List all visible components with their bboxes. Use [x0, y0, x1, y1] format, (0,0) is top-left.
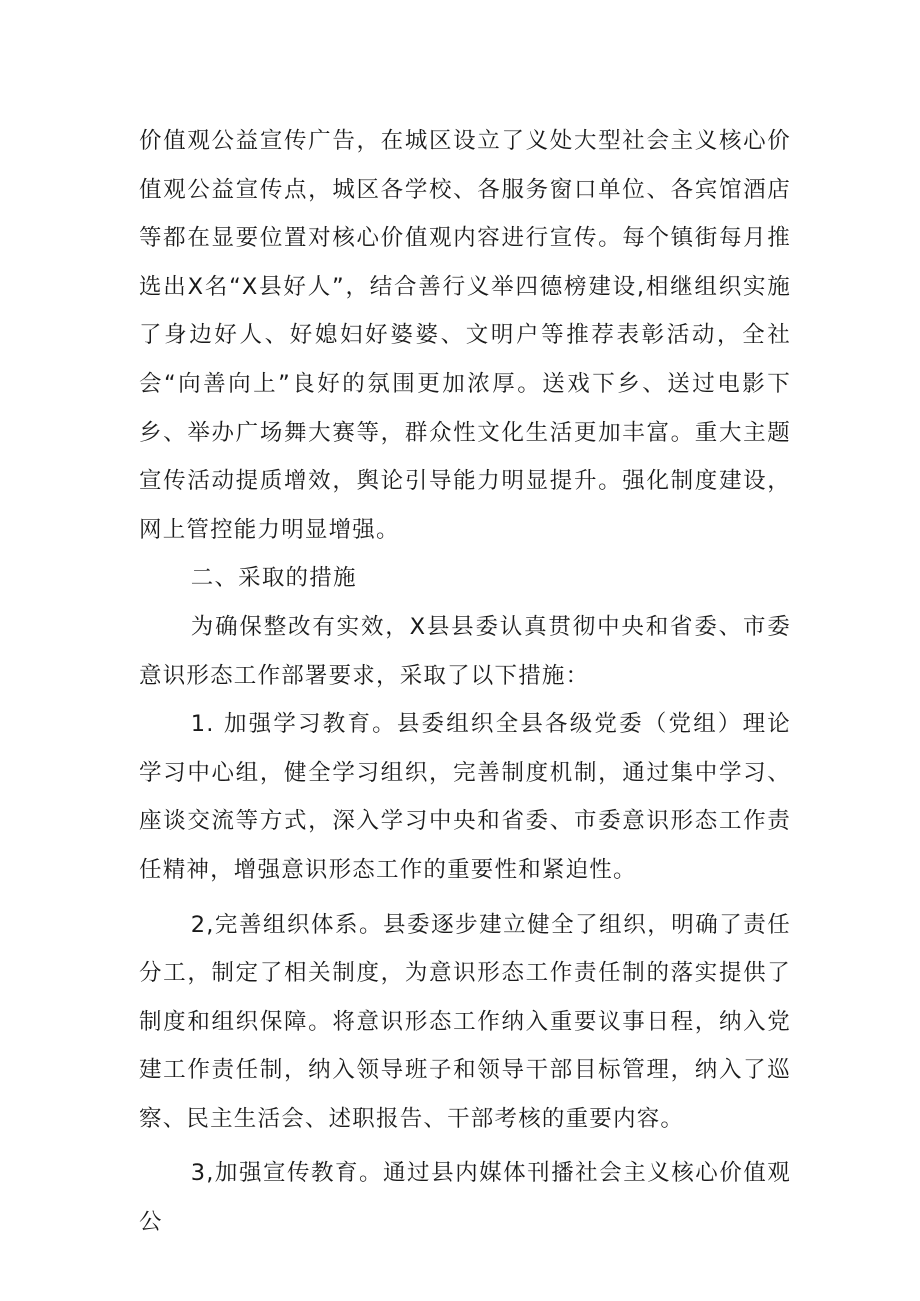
document-body: [139, 117, 791, 1247]
paragraph-measure-3: 3,加强宣传教育。通过县内媒体刊播社会主义核心价值观公: [139, 1160, 791, 1236]
paragraph-section-intro: 为确保整改有实效，X县县委认真贯彻中央和省委、市委意识形态工作部署要求，采取了以下措施：: [139, 613, 791, 689]
paragraph-intro-continuation: 价值观公益宣传广告，在城区设立了义处大型社会主义核心价值观公益宣传点，城区各学校、各服务窗口单位、各宾馆酒店等都在显要位置对核心价值观内容进行宣传。每个镇街每月推选出X名“X县好人”，结合善行义举四德榜建设,相继组织实施了身边好人、好媳妇好婆婆、文明户等推荐表彰活动，全社会“向善向上”良好的氛围更加浓厚。送戏下乡、送过电影下乡、举办广场舞大赛等，群众性文化生活更加丰富。重大主题宣传活动提质增效，舆论引导能力明显提升。强化制度建设，网上管控能力明显增强。: [139, 128, 791, 543]
section-heading: 二、采取的措施: [190, 565, 357, 592]
paragraph-measure-2: 2,完善组织体系。县委逐步建立健全了组织，明确了责任分工，制定了相关制度，为意识形态工作责任制的落实提供了制度和组织保障。将意识形态工作纳入重要议事日程，纳入党建工作责任制，纳入领导班子和领导干部目标管理，纳入了巡察、民主生活会、述职报告、干部考核的重要内容。: [139, 911, 791, 1132]
paragraph-measure-1: 1. 加强学习教育。县委组织全县各级党委（党组）理论学习中心组，健全学习组织，完善制度机制，通过集中学习、座谈交流等方式，深入学习中央和省委、市委意识形态工作责任精神，增强意识形态工作的重要性和紧迫性。: [139, 711, 791, 883]
